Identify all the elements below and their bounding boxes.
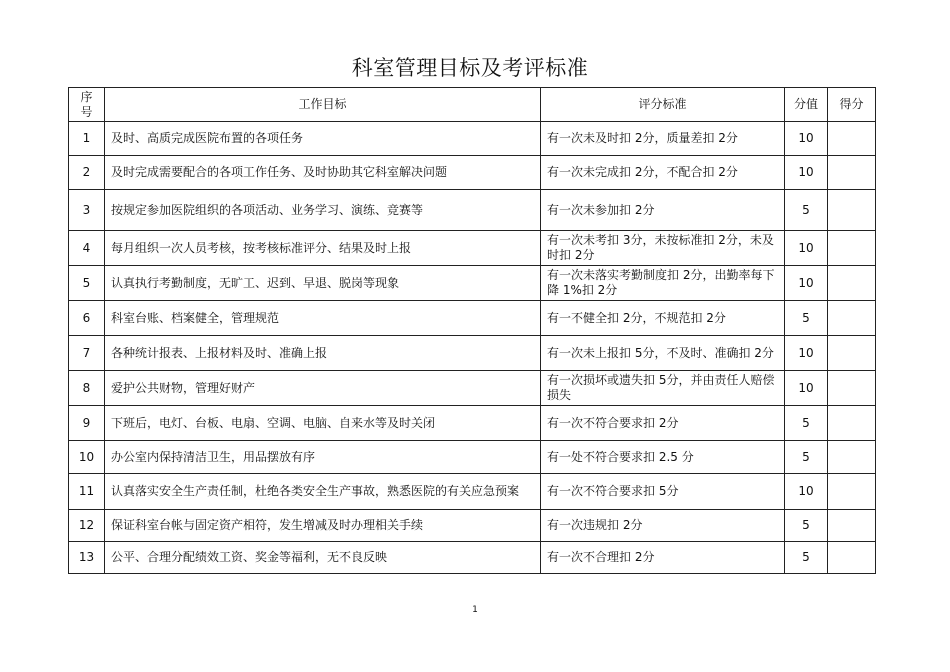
row-score: 10 — [785, 266, 828, 301]
row-number: 13 — [69, 542, 105, 574]
row-number: 11 — [69, 474, 105, 510]
row-score: 5 — [785, 542, 828, 574]
row-earned-cell[interactable] — [828, 542, 876, 574]
row-goal: 下班后，电灯、台板、电扇、空调、电脑、自来水等及时关闭 — [105, 406, 541, 441]
row-criteria: 有一次未参加扣 2分 — [541, 190, 785, 231]
row-earned-cell[interactable] — [828, 406, 876, 441]
row-criteria: 有一次损坏或遗失扣 5分，并由责任人赔偿损失 — [541, 371, 785, 406]
table-row — [69, 510, 876, 542]
header-criteria: 评分标准 — [541, 88, 785, 122]
row-goal: 公平、合理分配绩效工资、奖金等福利，无不良反映 — [105, 542, 541, 574]
row-number: 2 — [69, 156, 105, 190]
row-goal: 爱护公共财物，管理好财产 — [105, 371, 541, 406]
row-number: 6 — [69, 301, 105, 336]
row-number: 8 — [69, 371, 105, 406]
row-goal: 科室台账、档案健全，管理规范 — [105, 301, 541, 336]
evaluation-table — [68, 87, 876, 574]
row-score: 10 — [785, 371, 828, 406]
row-goal: 及时完成需要配合的各项工作任务、及时协助其它科室解决问题 — [105, 156, 541, 190]
table-row — [69, 371, 876, 406]
header-earned: 得分 — [828, 88, 876, 122]
row-criteria: 有一不健全扣 2分，不规范扣 2分 — [541, 301, 785, 336]
row-criteria: 有一次不合理扣 2分 — [541, 542, 785, 574]
header-seq: 序 号 — [69, 88, 105, 122]
row-earned-cell[interactable] — [828, 474, 876, 510]
row-criteria: 有一处不符合要求扣 2.5 分 — [541, 441, 785, 474]
row-earned-cell[interactable] — [828, 266, 876, 301]
page-number: 1 — [472, 605, 478, 615]
row-goal: 保证科室台帐与固定资产相符，发生增减及时办理相关手续 — [105, 510, 541, 542]
row-score: 5 — [785, 190, 828, 231]
page-title: 科室管理目标及考评标准 — [351, 56, 589, 80]
row-earned-cell[interactable] — [828, 441, 876, 474]
table-row — [69, 406, 876, 441]
row-earned-cell[interactable] — [828, 301, 876, 336]
table-row — [69, 301, 876, 336]
row-score: 10 — [785, 231, 828, 266]
row-number: 1 — [69, 122, 105, 156]
row-goal: 按规定参加医院组织的各项活动、业务学习、演练、竞赛等 — [105, 190, 541, 231]
row-criteria: 有一次不符合要求扣 2分 — [541, 406, 785, 441]
row-goal: 及时、高质完成医院布置的各项任务 — [105, 122, 541, 156]
row-earned-cell[interactable] — [828, 510, 876, 542]
table-row — [69, 542, 876, 574]
table-header-row — [69, 88, 876, 122]
row-score: 5 — [785, 406, 828, 441]
row-score: 10 — [785, 336, 828, 371]
row-criteria: 有一次未完成扣 2分，不配合扣 2分 — [541, 156, 785, 190]
table-row — [69, 266, 876, 301]
row-earned-cell[interactable] — [828, 190, 876, 231]
row-earned-cell[interactable] — [828, 156, 876, 190]
row-score: 10 — [785, 474, 828, 510]
table-row — [69, 474, 876, 510]
row-number: 9 — [69, 406, 105, 441]
row-goal: 认真落实安全生产责任制，杜绝各类安全生产事故，熟悉医院的有关应急预案 — [105, 474, 541, 510]
row-earned-cell[interactable] — [828, 231, 876, 266]
row-number: 4 — [69, 231, 105, 266]
row-earned-cell[interactable] — [828, 371, 876, 406]
table-row — [69, 190, 876, 231]
row-goal: 每月组织一次人员考核，按考核标准评分、结果及时上报 — [105, 231, 541, 266]
header-goal: 工作目标 — [105, 88, 541, 122]
table-row — [69, 122, 876, 156]
row-number: 12 — [69, 510, 105, 542]
row-number: 7 — [69, 336, 105, 371]
row-goal: 认真执行考勤制度，无旷工、迟到、早退、脱岗等现象 — [105, 266, 541, 301]
row-score: 5 — [785, 441, 828, 474]
row-score: 5 — [785, 301, 828, 336]
row-score: 5 — [785, 510, 828, 542]
row-criteria: 有一次违规扣 2分 — [541, 510, 785, 542]
table-row — [69, 156, 876, 190]
table-row — [69, 441, 876, 474]
row-goal: 办公室内保持清洁卫生，用品摆放有序 — [105, 441, 541, 474]
row-score: 10 — [785, 122, 828, 156]
row-criteria: 有一次不符合要求扣 5分 — [541, 474, 785, 510]
table-row — [69, 336, 876, 371]
row-number: 10 — [69, 441, 105, 474]
row-criteria: 有一次未落实考勤制度扣 2分，出勤率每下降 1%扣 2分 — [541, 266, 785, 301]
row-criteria: 有一次未考扣 3分，未按标准扣 2分，未及时扣 2分 — [541, 231, 785, 266]
row-criteria: 有一次未上报扣 5分，不及时、准确扣 2分 — [541, 336, 785, 371]
row-score: 10 — [785, 156, 828, 190]
row-number: 3 — [69, 190, 105, 231]
table-row — [69, 231, 876, 266]
row-number: 5 — [69, 266, 105, 301]
row-earned-cell[interactable] — [828, 336, 876, 371]
header-score: 分值 — [785, 88, 828, 122]
row-criteria: 有一次未及时扣 2分，质量差扣 2分 — [541, 122, 785, 156]
row-earned-cell[interactable] — [828, 122, 876, 156]
row-goal: 各种统计报表、上报材料及时、准确上报 — [105, 336, 541, 371]
